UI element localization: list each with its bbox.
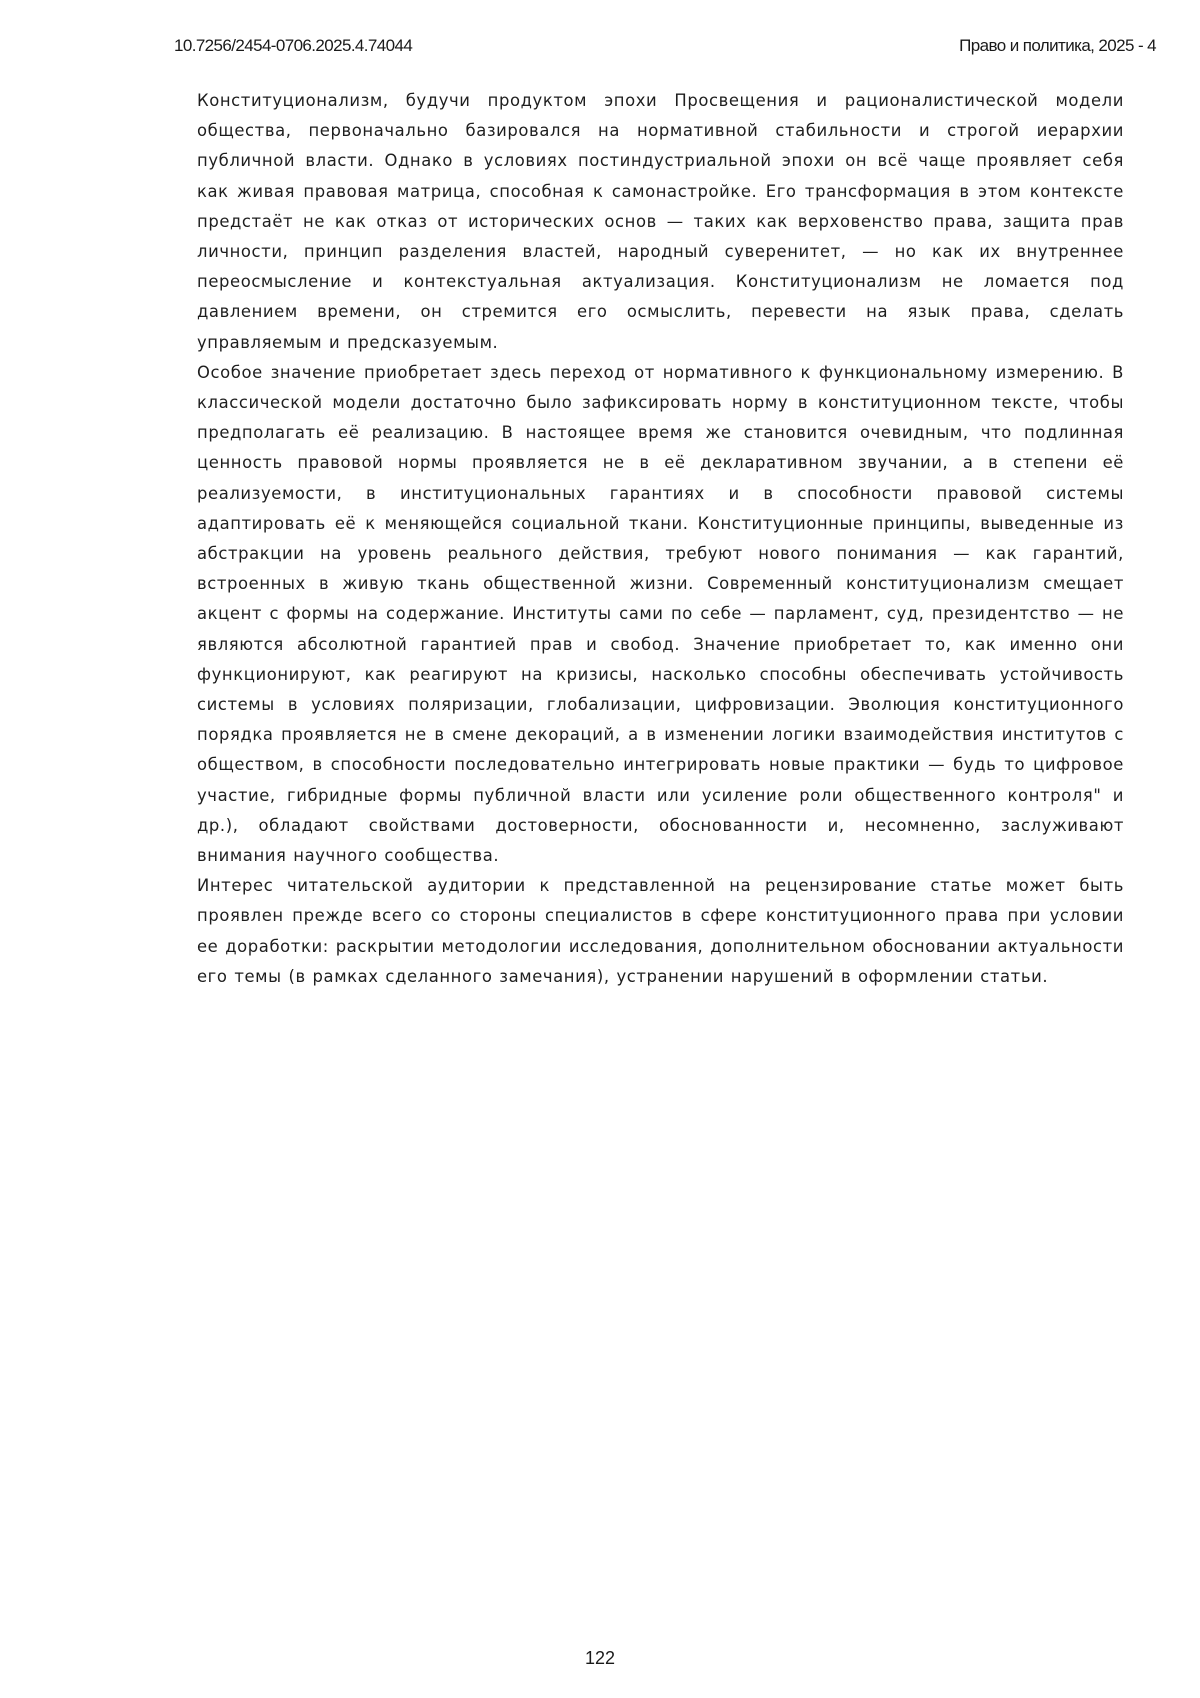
paragraph-3: Интерес читательской аудитории к представленной на рецензирование статье может быть проявлен прежде всего со стороны специалистов в сфере конституционного права при условии ее доработки: раскрытии методологии исследования, дополнительном обосновании актуальности его темы (в рамках сделанного замечания), устранении нарушений в оформлении статьи.: [197, 871, 1124, 992]
paragraph-1: Конституционализм, будучи продуктом эпохи Просвещения и рационалистической модели общества, первоначально базировался на нормативной стабильности и строгой иерархии публичной власти. Однако в условиях постиндустриальной эпохи он всё чаще проявляет себя как живая правовая матрица, способная к самонастройке. Его трансформация в этом контексте предстаёт не как отказ от исторических основ — таких как верховенство права, защита прав личности, принцип разделения властей, народный суверенитет, — но как их внутреннее переосмысление и контекстуальная актуализация. Конституционализм не ломается под давлением времени, он стремится его осмыслить, перевести на язык права, сделать управляемым и предсказуемым.: [197, 86, 1124, 358]
paragraph-2: Особое значение приобретает здесь переход от нормативного к функциональному измерению. В классической модели достаточно было зафиксировать норму в конституционном тексте, чтобы предполагать её реализацию. В настоящее время же становится очевидным, что подлинная ценность правовой нормы проявляется не в её декларативном звучании, а в степени её реализуемости, в институциональных гарантиях и в способности правовой системы адаптировать её к меняющейся социальной ткани. Конституционные принципы, выведенные из абстракции на уровень реального действия, требуют нового понимания — как гарантий, встроенных в живую ткань общественной жизни. Современный конституционализм смещает акцент с формы на содержание. Институты сами по себе — парламент, суд, президентство — не являются абсолютной гарантией прав и свобод. Значение приобретает то, как именно они функционируют, как реагируют на кризисы, насколько способны обеспечивать устойчивость системы в условиях поляризации, глобализации, цифровизации. Эволюция конституционного порядка проявляется не в смене декораций, а в изменении логики взаимодействия институтов с обществом, в способности последовательно интегрировать новые практики — будь то цифровое участие, гибридные формы публичной власти или усиление роли общественного контроля" и др.), обладают свойствами достоверности, обоснованности и, несомненно, заслуживают внимания научного сообщества.: [197, 358, 1124, 871]
journal-issue: Право и политика, 2025 - 4: [959, 36, 1156, 56]
page-number: 122: [0, 1648, 1200, 1669]
article-body: [197, 86, 1124, 992]
doi-identifier: 10.7256/2454-0706.2025.4.74044: [174, 36, 412, 56]
page-header: [174, 36, 1156, 60]
